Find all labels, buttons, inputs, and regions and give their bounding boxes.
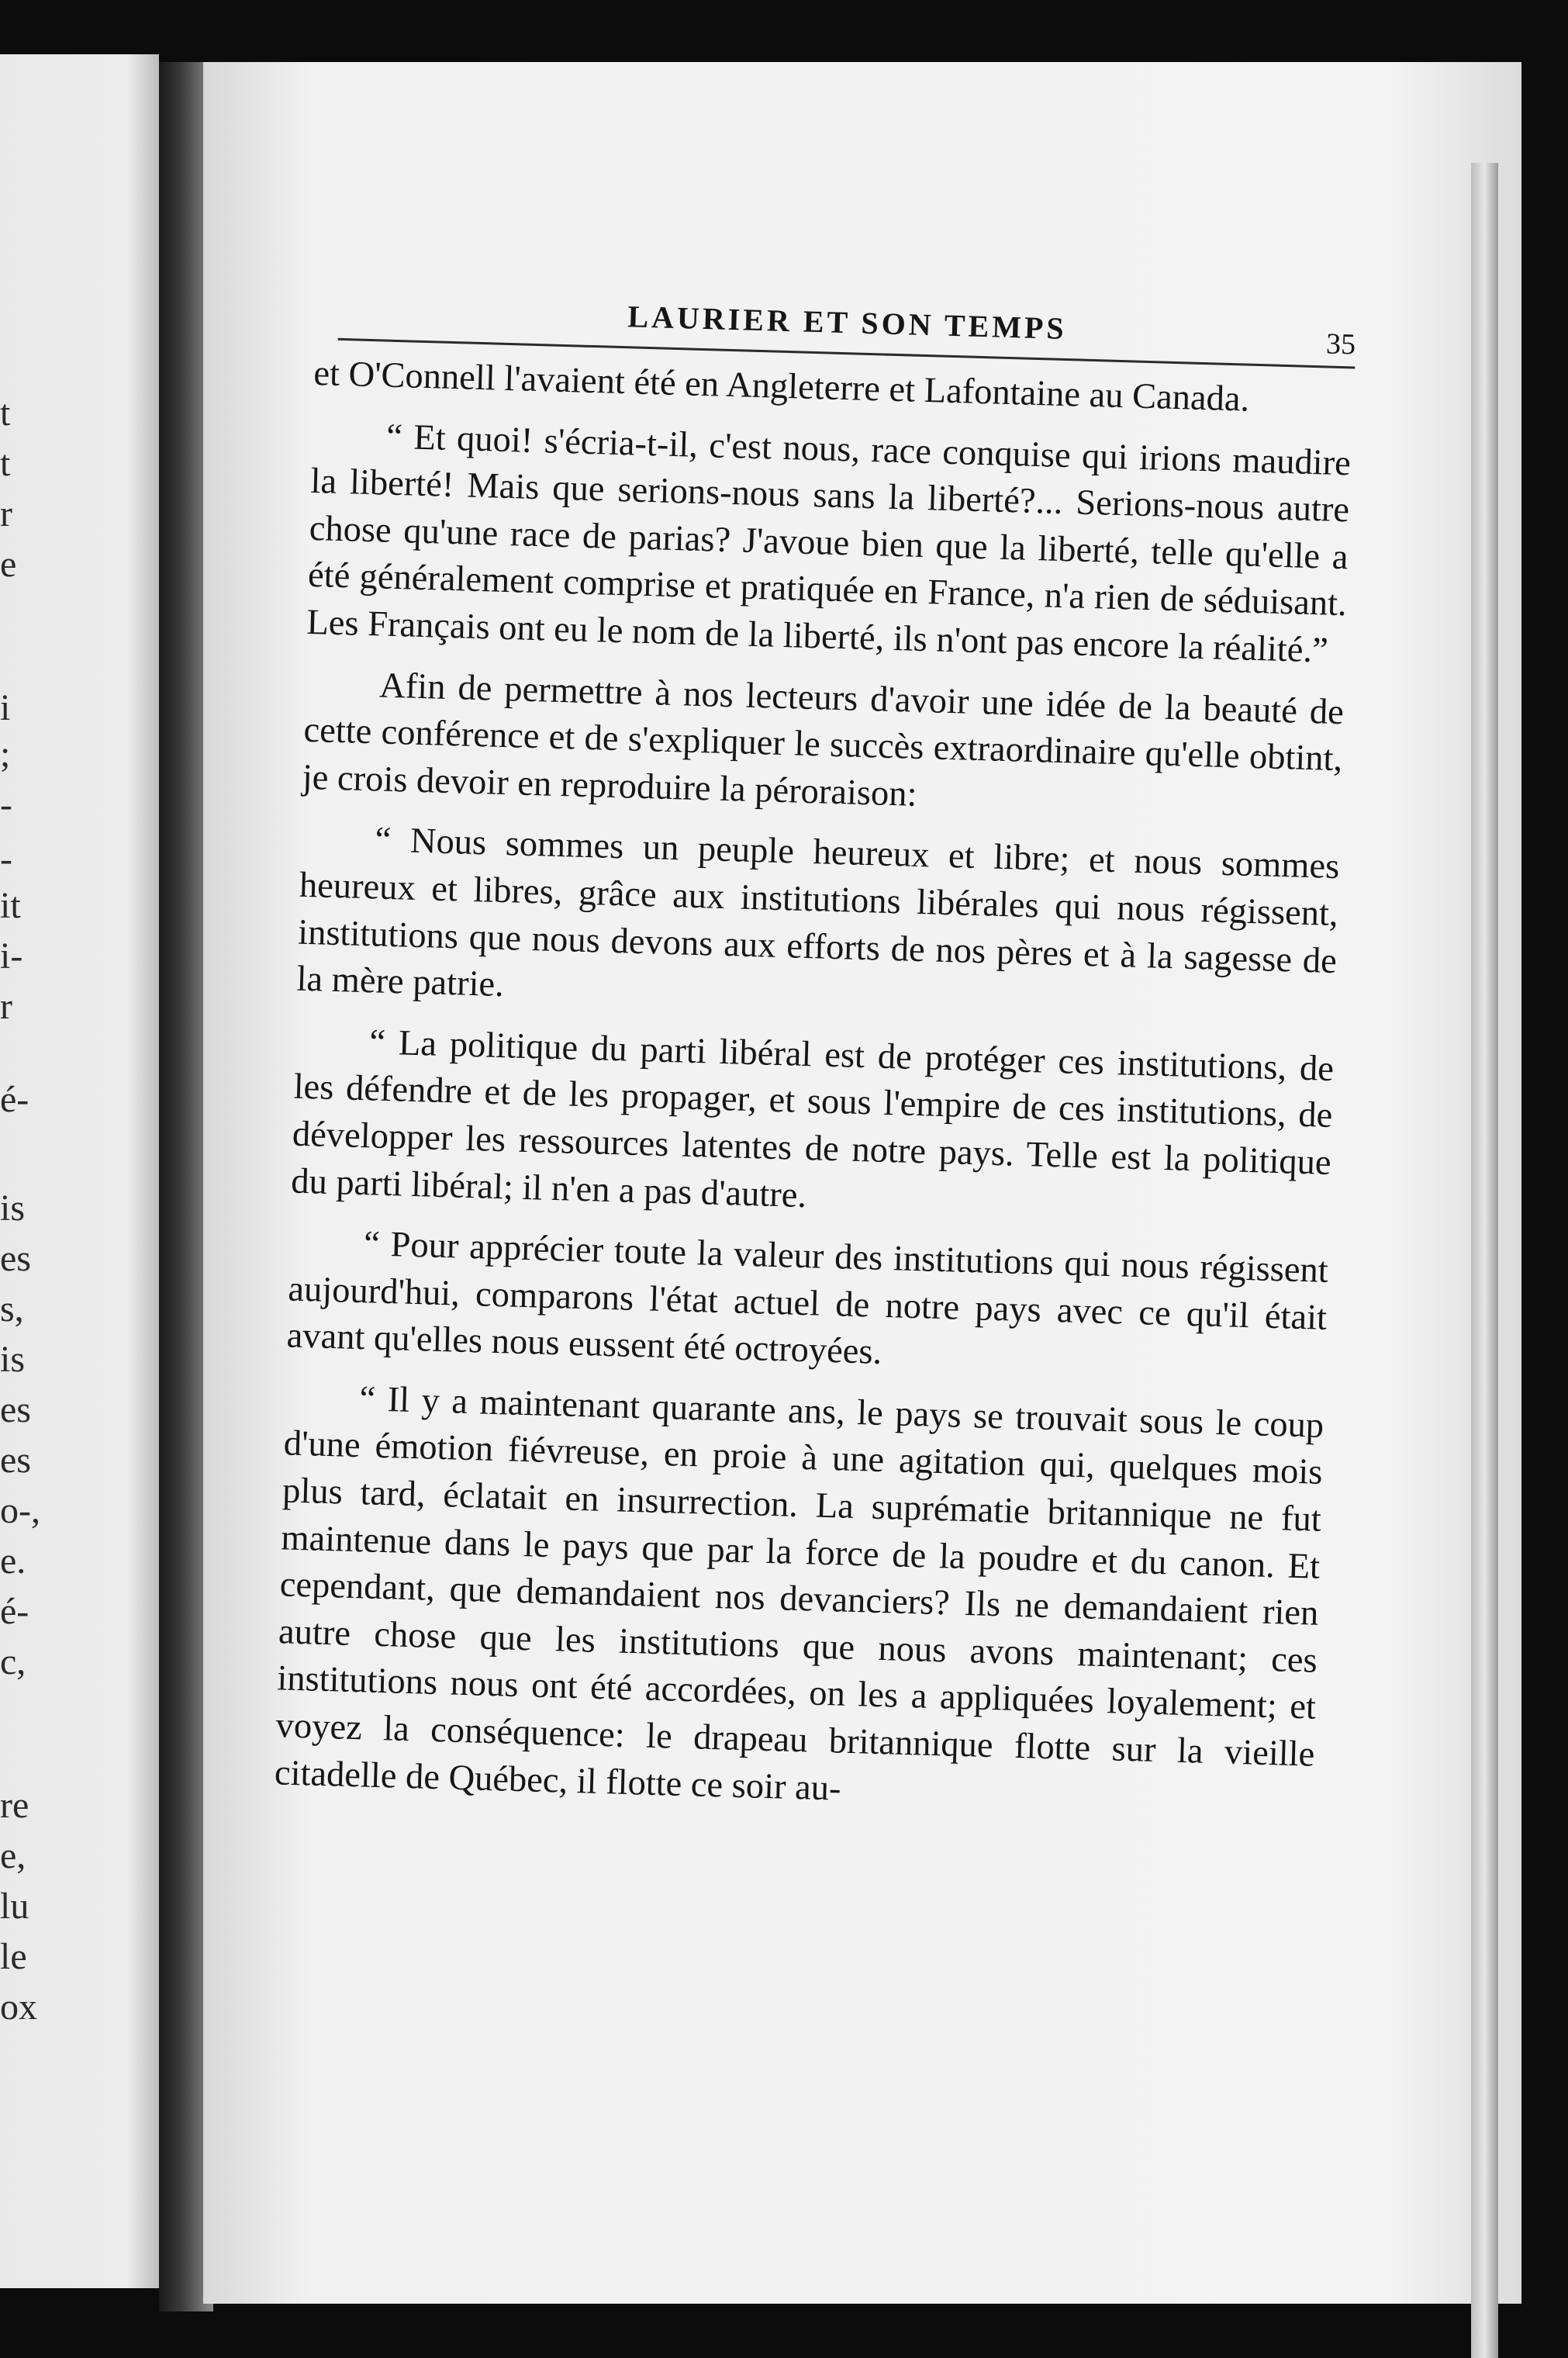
body-text [274,351,1353,1826]
running-title: LAURIER ET SON TEMPS [627,299,1068,347]
previous-page-fragment: it [0,885,21,926]
paragraph: “ Nous sommes un peuple heureux et libre; et nous sommes heureux et libres, grâce aux institutions libérales qui nous régissent, institutions que nous devons aux efforts de nos pères et à la sagesse de la mère patrie. [295,820,1340,1005]
previous-page-edge [0,54,159,2288]
previous-page-fragment: es [0,1389,31,1430]
page-number: 35 [1325,327,1356,361]
previous-page-fragment: e. [0,1540,26,1582]
previous-page-fragment: t [0,392,11,434]
previous-page-fragment: - [0,784,12,825]
previous-page-fragment: es [0,1238,31,1279]
previous-page-fragment: le [0,1936,27,1977]
previous-page-fragment: ; [0,734,11,775]
previous-page-fragment: ox [0,1986,37,2028]
paragraph: “ Et quoi! s'écria-t-il, c'est nous, race conquise qui irions maudire la liberté! Mais que serions-nous sans la liberté?... Serions-nous autre chose qu'une race de parias? J'avoue bien que la liberté, telle qu'elle a été généralement comprise et pratiquée en France, n'a rien de séduisant. Les Français ont eu le nom de la liberté, ils n'ont pas encore la réalité.” [306,417,1352,671]
paragraph: et O'Connell l'avaient été en Angleterre et Lafontaine au Canada. [313,353,1250,420]
previous-page-fragment: c, [0,1641,26,1682]
page-text-block [274,275,1356,1840]
previous-page-fragment: es [0,1440,31,1481]
previous-page-fragment: re [0,1785,29,1826]
paragraph: Afin de permettre à nos lecteurs d'avoir une idée de la beauté de cette conférence et de s'expliquer le succès extraordinaire qu'elle obtint, je crois devoir en reproduire la péroraison: [302,666,1345,814]
previous-page-fragment: lu [0,1886,29,1927]
paragraph: “ Il y a maintenant quarante ans, le pays se trouvait sous le coup d'une émotion fiévreuse, en proie à une agitation qui, quelques mois plus tard, éclatait en insurrection. La suprématie britannique ne fut maintenue dans le pays que par la force de la poudre et du canon. Et cependant, que demandaient nos devanciers? Ils ne demandaient rien autre chose que les institutions que nous avons maintenant; ces institutions nous ont été accordées, on les a appliquées loyalement; et voyez la conséquence: le drapeau britannique flotte sur la vieille citadelle de Québec, il flotte ce soir au- [274,1379,1325,1809]
previous-page-fragment: - [0,838,12,880]
paragraph: “ Pour apprécier toute la valeur des institutions qui nous régissent aujourd'hui, comparons l'état actuel de notre pays avec ce qu'il était avant qu'elles nous eussent été octroyées. [286,1224,1329,1373]
previous-page-fragment: is [0,1339,26,1380]
previous-page-fragment: i- [0,935,23,977]
previous-page-fragment: s, [0,1288,24,1329]
previous-page-fragment: i [0,687,11,728]
page-stack-edge [1471,163,1498,2358]
paragraph: “ La politique du parti libéral est de protéger ces institutions, de les défendre et de les propager, et sous l'empire de ces institutions, de développer les ressources latentes de notre pays. Telle est la politique du parti libéral; il n'en a pas d'autre. [290,1022,1335,1215]
previous-page-fragment: e, [0,1835,26,1876]
previous-page-fragment: o-, [0,1490,40,1531]
previous-page-fragment: r [0,986,12,1027]
previous-page-fragment: é- [0,1591,29,1632]
previous-page-fragment: e [0,544,17,585]
previous-page-fragment: r [0,493,12,534]
previous-page-fragment: é- [0,1079,29,1120]
previous-page-fragment: t [0,443,11,484]
previous-page-fragment: is [0,1188,26,1229]
